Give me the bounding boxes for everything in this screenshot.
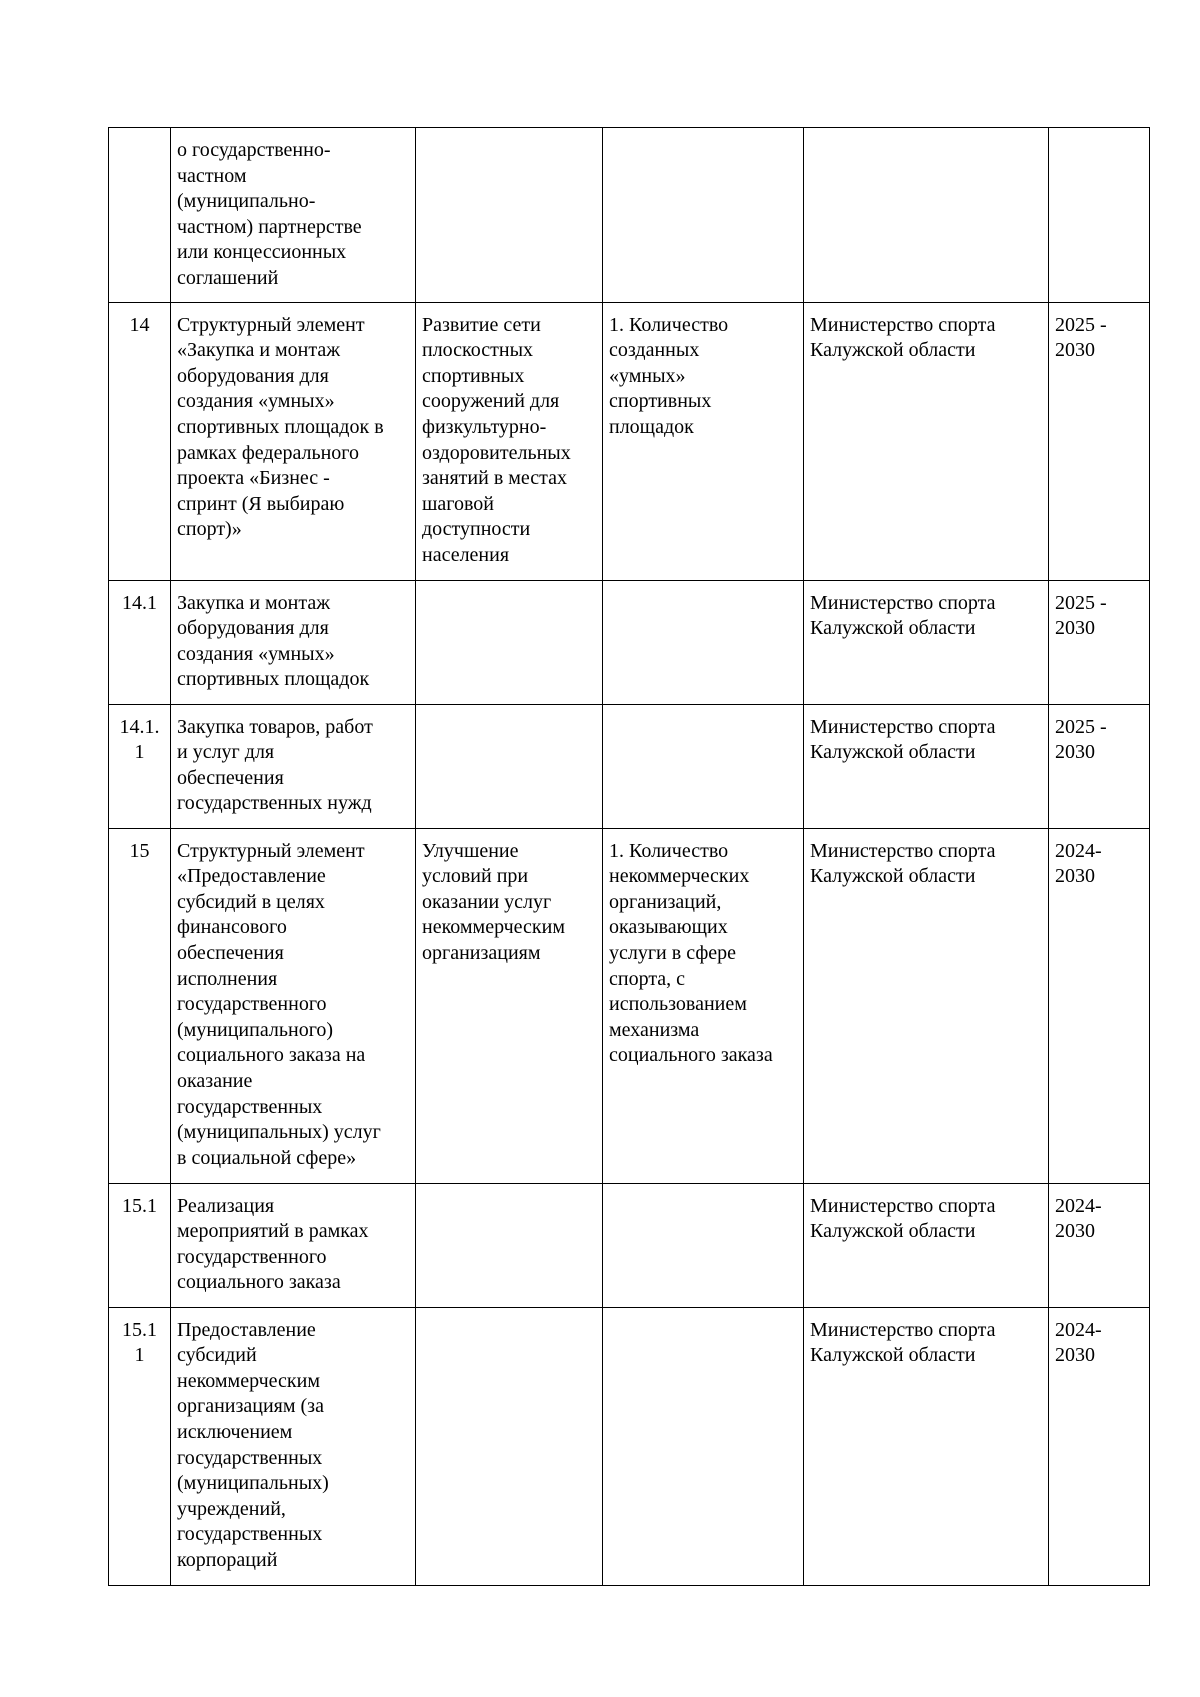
event-period: 2025 - 2030: [1049, 580, 1150, 704]
event-executor: Министерство спорта Калужской области: [804, 580, 1049, 704]
event-executor: Министерство спорта Калужской области: [804, 828, 1049, 1183]
event-task: Улучшение условий при оказании услуг некоммерческим организациям: [416, 828, 603, 1183]
table-row: [109, 828, 1150, 1183]
row-number: 14.1. 1: [109, 704, 171, 828]
event-name: Структурный элемент «Закупка и монтаж оборудования для создания «умных» спортивных площадок в рамках федерального проекта «Бизнес - спринт (Я выбираю спорт)»: [171, 302, 416, 580]
event-name: Предоставление субсидий некоммерческим организациям (за исключением государственных (муниципальных) учреждений, государственных корпораций: [171, 1307, 416, 1585]
table-row: [109, 1183, 1150, 1307]
event-executor: Министерство спорта Калужской области: [804, 302, 1049, 580]
table-row: [109, 128, 1150, 303]
event-indicator: [603, 704, 804, 828]
event-executor: Министерство спорта Калужской области: [804, 1183, 1049, 1307]
event-task: Развитие сети плоскостных спортивных сооружений для физкультурно- оздоровительных занятий в местах шаговой доступности населения: [416, 302, 603, 580]
event-indicator: 1. Количество некоммерческих организаций, оказывающих услуги в сфере спорта, с использованием механизма социального заказа: [603, 828, 804, 1183]
event-task: [416, 1183, 603, 1307]
event-name: Закупка товаров, работ и услуг для обеспечения государственных нужд: [171, 704, 416, 828]
event-executor: [804, 128, 1049, 303]
event-indicator: [603, 580, 804, 704]
row-number: 15: [109, 828, 171, 1183]
event-period: 2025 - 2030: [1049, 302, 1150, 580]
event-period: 2024- 2030: [1049, 1183, 1150, 1307]
event-task: [416, 580, 603, 704]
event-indicator: [603, 128, 804, 303]
row-number: 14.1: [109, 580, 171, 704]
row-number: 15.1: [109, 1183, 171, 1307]
event-executor: Министерство спорта Калужской области: [804, 704, 1049, 828]
event-name: Структурный элемент «Предоставление субсидий в целях финансового обеспечения исполнения государственного (муниципального) социального заказа на оказание государственных (муниципальных) услуг в социальной сфере»: [171, 828, 416, 1183]
event-period: 2024- 2030: [1049, 1307, 1150, 1585]
event-task: [416, 1307, 603, 1585]
program-events-table: [108, 127, 1150, 1586]
event-indicator: [603, 1183, 804, 1307]
row-number: 15.1 1: [109, 1307, 171, 1585]
row-number: [109, 128, 171, 303]
event-period: 2024- 2030: [1049, 828, 1150, 1183]
event-name: о государственно- частном (муниципально- частном) партнерстве или концессионных соглашений: [171, 128, 416, 303]
event-period: 2025 - 2030: [1049, 704, 1150, 828]
event-task: [416, 704, 603, 828]
event-name: Реализация мероприятий в рамках государственного социального заказа: [171, 1183, 416, 1307]
row-number: 14: [109, 302, 171, 580]
event-indicator: 1. Количество созданных «умных» спортивных площадок: [603, 302, 804, 580]
table-row: [109, 580, 1150, 704]
event-indicator: [603, 1307, 804, 1585]
event-period: [1049, 128, 1150, 303]
table-row: [109, 704, 1150, 828]
event-executor: Министерство спорта Калужской области: [804, 1307, 1049, 1585]
table-row: [109, 302, 1150, 580]
table-row: [109, 1307, 1150, 1585]
event-name: Закупка и монтаж оборудования для создания «умных» спортивных площадок: [171, 580, 416, 704]
event-task: [416, 128, 603, 303]
